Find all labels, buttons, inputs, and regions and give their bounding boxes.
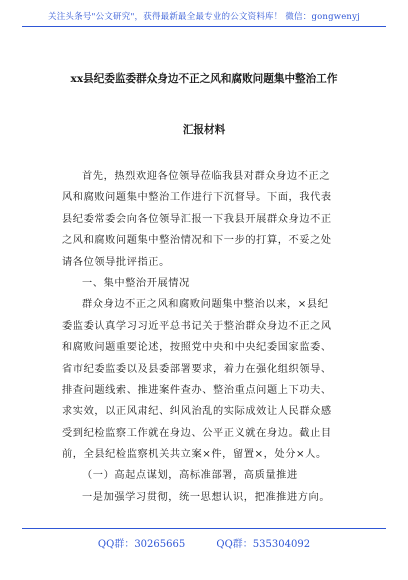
body-line: 一是加强学习贯彻，统一思想认识，把准推进方向。 [82,491,331,503]
bottom-divider [22,528,386,529]
body-line: 求实效，以正风肃纪、纠风治乱的实际成效让人民群众感 [62,406,332,418]
document-title: xx县纪委监委群众身边不正之风和腐败问题集中整治工作 [70,73,338,85]
body-line: 受到纪检监察工作就在身边、公平正义就在身边。截止目 [62,427,332,439]
body-line: 请各位领导批评指正。 [62,256,170,268]
body-line: 排查问题线索、推进案件查办、整治重点问题上下功夫、 [62,384,332,396]
body-line: 之风和腐败问题集中整治情况和下一步的打算，不妥之处 [62,235,332,247]
document-body [62,166,352,508]
body-line: 委监委认真学习习近平总书记关于整治群众身边不正之风 [62,320,332,332]
body-line: 县纪委常委会向各位领导汇报一下我县开展群众身边不正 [62,213,332,225]
body-line: 群众身边不正之风和腐败问题集中整治以来，×县纪 [82,299,329,311]
top-banner: 关注头条号"公文研究"，获得最新最全最专业的公文资料库！ 微信：gongwenyj [48,12,360,22]
section-heading: 一、集中整治开展情况 [82,277,190,289]
body-line: 前，全县纪检监察机关共立案×件，留置×，处分×人。 [62,449,327,461]
footer-qq-group-2: QQ群：535304092 [216,539,311,550]
body-line: 和腐败问题重要论述，按照党中央和中央纪委国家监委、 [62,342,332,354]
body-line: 首先，热烈欢迎各位领导莅临我县对群众身边不正之 [82,171,331,182]
footer [0,535,408,550]
body-line: 省市纪委监委以及县委部署要求，着力在强化组织领导、 [62,363,332,375]
footer-qq-group-1: QQ群：30265665 [97,539,186,550]
document-subtitle: 汇报材料 [182,124,226,136]
body-line: 风和腐败问题集中整治工作进行下沉督导。下面，我代表 [62,192,332,204]
top-divider [22,26,386,27]
subsection-heading: （一）高起点谋划，高标准部署，高质量推进 [82,470,298,482]
